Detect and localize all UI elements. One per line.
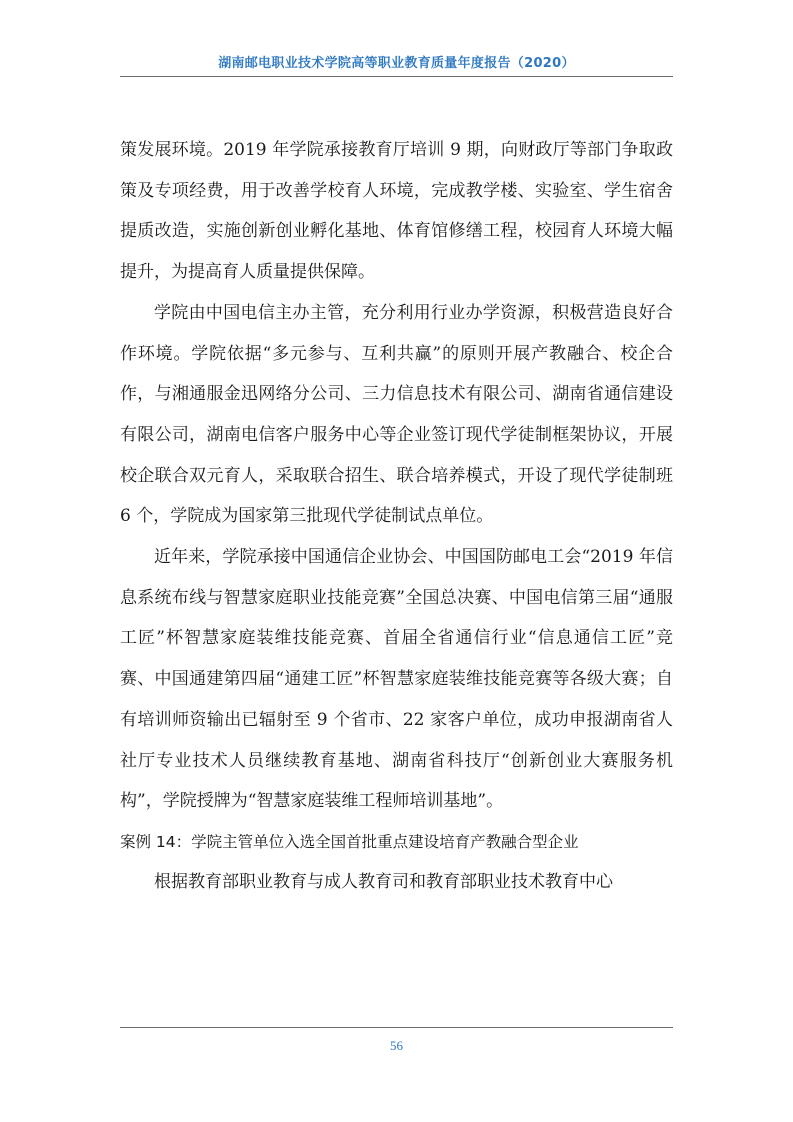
footer-divider bbox=[120, 1027, 673, 1028]
page-number: 56 bbox=[390, 1038, 403, 1053]
paragraph-continuation: 策发展环境。2019 年学院承接教育厅培训 9 期，向财政厅等部门争取政策及专项经费，用于改善学校育人环境，完成教学楼、实验室、学生宿舍提质改造，实施创新创业孵化基地、体育馆修缮工程，校园育人环境大幅提升，为提高育人质量提供保障。 bbox=[120, 140, 673, 283]
header-divider bbox=[120, 76, 673, 77]
paragraph-competitions: 近年来，学院承接中国通信企业协会、中国国防邮电工会“2019 年信息系统布线与智慧家庭职业技能竞赛”全国总决赛、中国电信第三届“通服工匠”杯智慧家庭装维技能竞赛、首届全省通信行业“信息通信工匠”竞赛、中国通建第四届“通建工匠”杯智慧家庭装维技能竞赛等各级大赛；自有培训师资输出已辐射至 9 个省市、22 家客户单位，成功申报湖南省人社厅专业技术人员继续教育基地、湖南省科技厅“创新创业大赛服务机构”，学院授牌为“智慧家庭装维工程师培训基地”。 bbox=[120, 547, 673, 812]
paragraph-industry-cooperation: 学院由中国电信主办主管，充分利用行业办学资源，积极营造良好合作环境。学院依据“多元参与、互利共赢”的原则开展产教融合、校企合作，与湘通服金迅网络分公司、三力信息技术有限公司、湖南省通信建设有限公司，湖南电信客户服务中心等企业签订现代学徒制框架协议，开展校企联合双元育人，采取联合招生、联合培养模式，开设了现代学徒制班 6 个，学院成为国家第三批现代学徒制试点单位。 bbox=[120, 302, 673, 527]
running-header: 湖南邮电职业技术学院高等职业教育质量年度报告（2020） bbox=[218, 56, 575, 71]
paragraph-case-start: 根据教育部职业教育与成人教育司和教育部职业技术教育中心 bbox=[154, 871, 613, 892]
case-heading: 案例 14：学院主管单位入选全国首批重点建设培育产教融合型企业 bbox=[120, 832, 579, 851]
document-body bbox=[120, 130, 673, 903]
